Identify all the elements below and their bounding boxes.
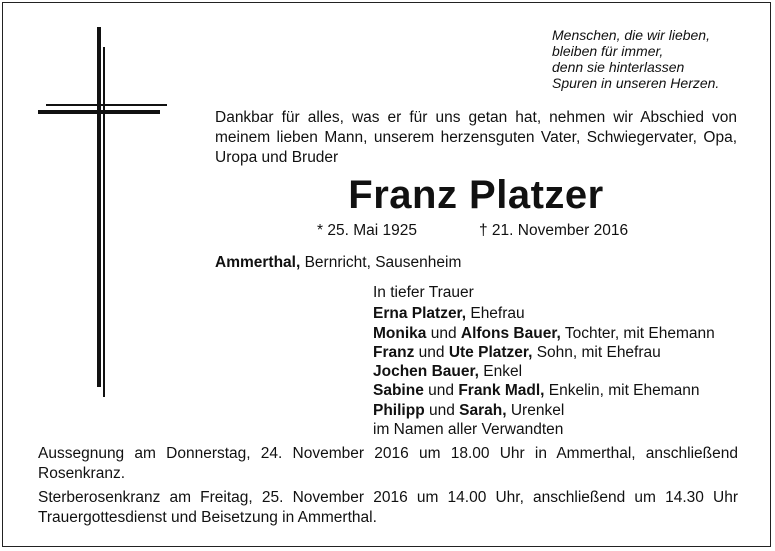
place-main: Ammerthal, [215, 254, 301, 271]
mourner-conjunction: und [424, 401, 460, 419]
death-date: † 21. November 2016 [479, 222, 629, 239]
mourner-role: Enkelin, mit Ehemann [544, 382, 700, 400]
poem [552, 27, 762, 91]
poem-line: bleiben für immer, [552, 43, 664, 59]
mourner-name: Sabine [373, 382, 424, 400]
mourner-name: Alfons Bauer, [460, 324, 561, 342]
birth-date: * 25. Mai 1925 [317, 222, 417, 239]
mourners-list [373, 283, 763, 439]
mourner-line [373, 381, 763, 400]
poem-line: Menschen, die wir lieben, [552, 27, 710, 43]
mourner-name: Monika [373, 324, 427, 342]
mourners-closing: im Namen aller Verwandten [373, 421, 564, 439]
places [215, 254, 461, 272]
mourners-intro: In tiefer Trauer [373, 284, 474, 301]
mourner-role: Enkel [478, 363, 523, 381]
mourner-name: Erna Platzer, [373, 305, 467, 323]
mourner-role: Ehefrau [466, 305, 525, 323]
service-info-funeral: Sterberosenkranz am Freitag, 25. November 2016 um 14.00 Uhr, anschließend um 14.30 Uhr Trauergottesdienst und Beisetzung in Ammerthal. [38, 489, 738, 526]
poem-line: Spuren in unseren Herzen. [552, 75, 720, 91]
place-rest: Bernricht, Sausenheim [300, 254, 462, 271]
mourner-conjunction: und [426, 324, 461, 342]
mourner-line [373, 324, 763, 343]
mourner-line [373, 304, 763, 323]
mourner-name: Frank Madl, [458, 382, 545, 400]
poem-line: denn sie hinterlassen [552, 59, 685, 75]
mourner-line [373, 401, 763, 420]
mourner-conjunction: und [423, 382, 459, 400]
mourner-name: Philipp [373, 401, 425, 419]
deceased-name: Franz Platzer [348, 173, 604, 217]
mourner-role: Urenkel [506, 401, 565, 419]
mourner-name: Franz [373, 343, 415, 361]
mourner-role: Tochter, mit Ehemann [560, 324, 715, 342]
mourner-line [373, 343, 763, 362]
mourner-name: Jochen Bauer, [373, 363, 479, 381]
mourner-name: Sarah, [459, 401, 507, 419]
intro-text: Dankbar für alles, was er für uns getan hat, nehmen wir Abschied von meinem lieben Mann, unserem herzensguten Vater, Schwiegervater, Opa, Uropa und Bruder [215, 109, 737, 166]
service-info-blessing: Aussegnung am Donnerstag, 24. November 2016 um 18.00 Uhr in Ammerthal, anschließend Rosenkranz. [38, 445, 738, 482]
mourner-name: Ute Platzer, [448, 343, 533, 361]
mourner-conjunction: und [414, 343, 449, 361]
mourner-role: Sohn, mit Ehefrau [532, 343, 661, 361]
mourner-line [373, 362, 763, 381]
